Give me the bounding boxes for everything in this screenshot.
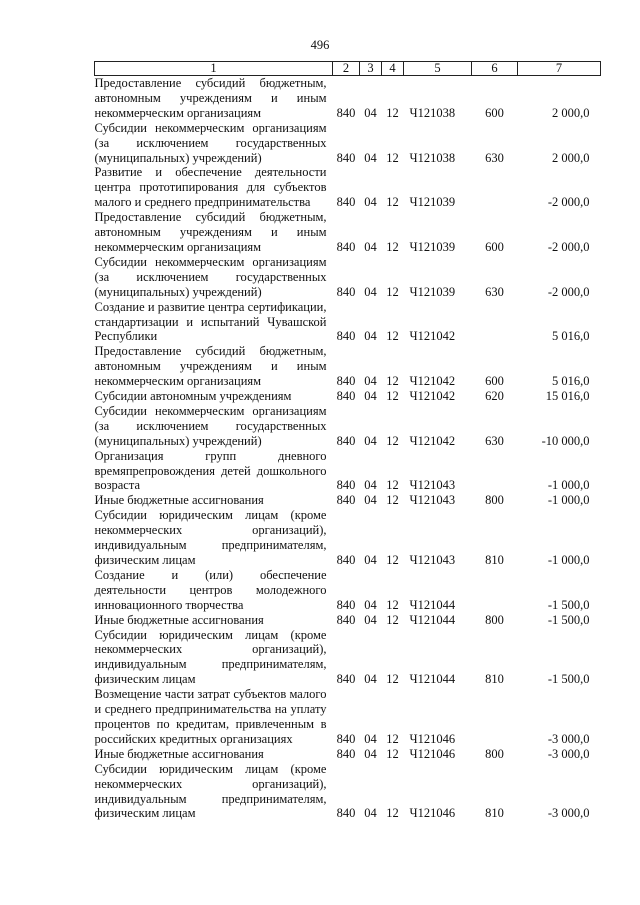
amount-cell: -1 000,0 [547,478,590,493]
target-code-cell: Ч121039 [409,195,456,210]
item-name-cell: Субсидии некоммерческим организациям (за исключением государственных (муниципальных) учреждений) [94,120,327,165]
amount-cell: 5 016,0 [552,374,590,389]
target-code-cell: Ч121043 [409,493,456,508]
amount-cell: -1 000,0 [547,553,590,567]
amount-cell: -3 000,0 [547,746,590,761]
item-name-cell: Предоставление субсидий бюджетным, автономным учреждениям и иным некоммерческим организациям [94,76,327,120]
section-code-cell: 04 [364,493,377,508]
target-code-cell: Ч121046 [409,806,456,821]
subsection-code-cell: 12 [386,806,399,821]
header-cell-6: 6 [472,62,518,76]
header-cell-2: 2 [333,62,360,76]
section-code-cell: 04 [364,389,377,404]
target-code-cell: Ч121042 [409,433,456,448]
section-code-cell: 04 [364,150,377,165]
gr-code-cell: 840 [336,553,356,567]
amount-cell: -1 000,0 [547,493,590,508]
item-name-cell: Возмещение части затрат субъектов малого и среднего предпринимательства на уплату процентов по кредитам, привлеченным в российских кредитных организациях [94,687,327,746]
subsection-code-cell: 12 [386,493,399,508]
header-cell-4: 4 [382,62,404,76]
subsection-code-cell: 12 [386,597,399,612]
subsection-code-cell: 12 [386,195,399,210]
expense-type-cell: 810 [485,672,504,687]
amount-cell: -2 000,0 [547,239,590,254]
amount-cell: -3 000,0 [547,806,590,821]
section-code-cell: 04 [364,329,377,344]
subsection-code-cell: 12 [386,672,399,687]
header-cell-3: 3 [360,62,382,76]
table-row [95,210,601,255]
subsection-code-cell: 12 [386,105,399,120]
table-row [95,300,601,345]
expense-type-cell: 620 [485,389,504,404]
table-header [95,62,601,76]
section-code-cell: 04 [364,806,377,821]
amount-cell: 2 000,0 [552,105,590,120]
gr-code-cell: 840 [336,746,356,761]
header-cell-7: 7 [518,62,601,76]
expense-type-cell: 600 [485,374,504,389]
amount-cell: -1 500,0 [547,672,590,687]
page-number: 496 [310,38,330,52]
section-code-cell: 04 [364,433,377,448]
subsection-code-cell: 12 [386,731,399,746]
target-code-cell: Ч121042 [409,374,456,389]
subsection-code-cell: 12 [386,478,399,493]
subsection-code-cell: 12 [386,150,399,165]
header-cell-5: 5 [404,62,472,76]
expense-type-cell: 600 [485,105,504,120]
item-name-cell: Субсидии юридическим лицам (кроме некоммерческих организаций), индивидуальным предпринимателям, физическим лицам [94,627,327,687]
subsection-code-cell: 12 [386,329,399,344]
gr-code-cell: 840 [336,612,356,627]
section-code-cell: 04 [364,239,377,254]
expense-type-cell: 810 [485,553,504,567]
section-code-cell: 04 [364,612,377,627]
target-code-cell: Ч121038 [409,150,456,165]
item-name-cell: Развитие и обеспечение деятельности центра прототипирования для субъектов малого и среднего предпринимательства [94,165,327,210]
table-row [95,76,601,121]
gr-code-cell: 840 [336,150,356,165]
subsection-code-cell: 12 [386,284,399,299]
expense-type-cell: 630 [485,284,504,299]
target-code-cell: Ч121038 [409,105,456,120]
gr-code-cell: 840 [336,478,356,493]
target-code-cell: Ч121043 [409,553,456,567]
expense-type-cell: 600 [485,239,504,254]
table-row [95,344,601,389]
gr-code-cell: 840 [336,195,356,210]
amount-cell: -10 000,0 [541,433,590,448]
section-code-cell: 04 [364,746,377,761]
table-row [95,747,601,762]
expense-type-cell [472,687,518,747]
table-row [95,508,601,568]
section-code-cell: 04 [364,374,377,389]
amount-cell: 5 016,0 [552,329,590,344]
expense-type-cell [472,165,518,210]
gr-code-cell: 840 [336,672,356,687]
item-name-cell: Иные бюджетные ассигнования [94,612,264,627]
expense-type-cell: 630 [485,150,504,165]
item-name-cell: Предоставление субсидий бюджетным, автономным учреждениям и иным некоммерческим организациям [94,344,327,389]
gr-code-cell: 840 [336,284,356,299]
section-code-cell: 04 [364,478,377,493]
section-code-cell: 04 [364,105,377,120]
subsection-code-cell: 12 [386,553,399,567]
amount-cell: -2 000,0 [547,195,590,210]
expense-type-cell [472,568,518,613]
section-code-cell: 04 [364,553,377,567]
amount-cell: -2 000,0 [547,284,590,299]
subsection-code-cell: 12 [386,746,399,761]
table-row [95,762,601,822]
table-row [95,568,601,613]
item-name-cell: Создание и развитие центра сертификации, стандартизации и испытаний Чувашской Республики [94,299,327,344]
item-name-cell: Субсидии автономным учреждениям [94,389,292,404]
section-code-cell: 04 [364,284,377,299]
section-code-cell: 04 [364,672,377,687]
subsection-code-cell: 12 [386,612,399,627]
table-row [95,389,601,404]
table-row [95,687,601,747]
header-row [95,62,601,76]
amount-cell: -3 000,0 [547,731,590,746]
section-code-cell: 04 [364,597,377,612]
amount-cell: 2 000,0 [552,150,590,165]
item-name-cell: Субсидии некоммерческим организациям (за исключением государственных (муниципальных) учреждений) [94,403,327,448]
table-row [95,613,601,628]
target-code-cell: Ч121039 [409,284,456,299]
gr-code-cell: 840 [336,329,356,344]
table-row [95,121,601,166]
item-name-cell: Субсидии некоммерческим организациям (за исключением государственных (муниципальных) учреждений) [94,254,327,299]
expense-type-cell [472,449,518,494]
section-code-cell: 04 [364,195,377,210]
subsection-code-cell: 12 [386,239,399,254]
table-body [95,76,601,822]
table-row [95,449,601,494]
table-row [95,493,601,508]
section-code-cell: 04 [364,731,377,746]
item-name-cell: Субсидии юридическим лицам (кроме некоммерческих организаций), индивидуальным предпринимателям, физическим лицам [94,761,327,821]
gr-code-cell: 840 [336,433,356,448]
target-code-cell: Ч121046 [409,746,456,761]
target-code-cell: Ч121042 [409,329,456,344]
item-name-cell: Создание и (или) обеспечение деятельности центров молодежного инновационного творчества [94,567,327,612]
expense-type-cell: 630 [485,433,504,448]
target-code-cell: Ч121043 [409,478,456,493]
gr-code-cell: 840 [336,493,356,508]
expense-type-cell: 800 [485,746,504,761]
item-name-cell: Предоставление субсидий бюджетным, автономным учреждениям и иным некоммерческим организациям [94,210,327,254]
amount-cell: 15 016,0 [545,389,590,404]
target-code-cell: Ч121042 [409,389,456,404]
gr-code-cell: 840 [336,731,356,746]
target-code-cell: Ч121046 [409,731,456,746]
table-row [95,255,601,300]
gr-code-cell: 840 [336,597,356,612]
gr-code-cell: 840 [336,105,356,120]
expense-type-cell: 800 [485,612,504,627]
item-name-cell: Иные бюджетные ассигнования [94,493,264,508]
item-name-cell: Организация групп дневного времяпрепровождения детей дошкольного возраста [94,448,327,493]
table-row [95,165,601,210]
table-row [95,404,601,449]
gr-code-cell: 840 [336,806,356,821]
budget-table [94,61,601,821]
gr-code-cell: 840 [336,389,356,404]
target-code-cell: Ч121044 [409,672,456,687]
header-cell-1: 1 [95,62,333,76]
gr-code-cell: 840 [336,239,356,254]
amount-cell: -1 500,0 [547,612,590,627]
subsection-code-cell: 12 [386,389,399,404]
table-row [95,628,601,688]
target-code-cell: Ч121044 [409,612,456,627]
expense-type-cell: 810 [485,806,504,821]
target-code-cell: Ч121039 [409,239,456,254]
subsection-code-cell: 12 [386,374,399,389]
target-code-cell: Ч121044 [409,597,456,612]
item-name-cell: Иные бюджетные ассигнования [94,746,264,761]
expense-type-cell [472,300,518,345]
gr-code-cell: 840 [336,374,356,389]
amount-cell: -1 500,0 [547,597,590,612]
subsection-code-cell: 12 [386,433,399,448]
item-name-cell: Субсидии юридическим лицам (кроме некоммерческих организаций), индивидуальным предпринимателям, физическим лицам [94,508,327,567]
expense-type-cell: 800 [485,493,504,508]
